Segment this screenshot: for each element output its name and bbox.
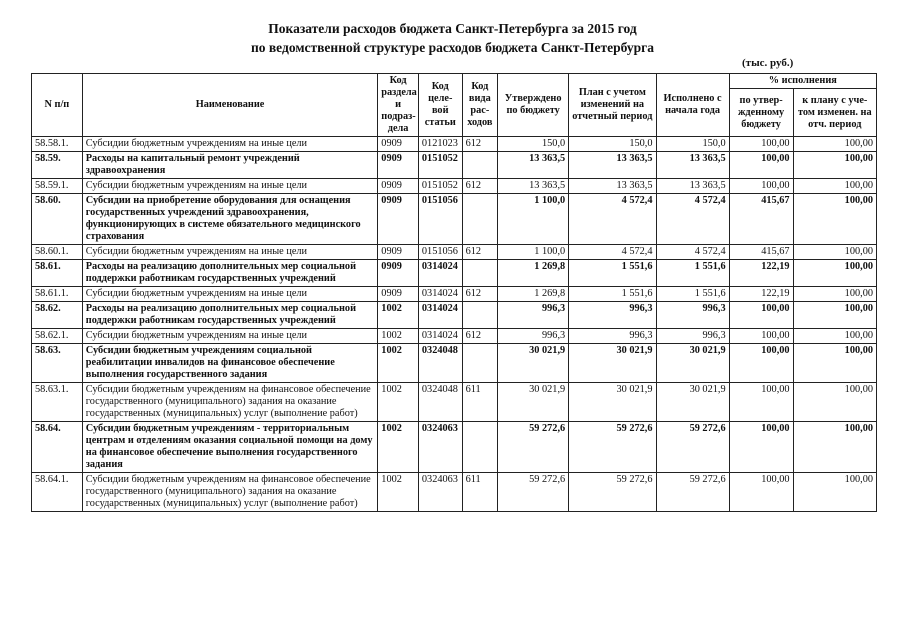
row-approved: 30 021,9 <box>498 383 569 422</box>
row-plan: 996,3 <box>569 302 656 329</box>
row-done: 13 363,5 <box>656 179 729 194</box>
header-num: N п/п <box>32 74 83 137</box>
row-kind-code: 612 <box>462 179 498 194</box>
row-pct-approved: 100,00 <box>729 344 793 383</box>
header-pct-approved: по утвер-жденному бюджету <box>729 89 793 137</box>
row-approved: 13 363,5 <box>498 152 569 179</box>
row-plan: 13 363,5 <box>569 179 656 194</box>
header-target: Код целе-вой статьи <box>418 74 462 137</box>
row-plan: 30 021,9 <box>569 383 656 422</box>
row-target-code: 0151056 <box>418 245 462 260</box>
row-kind-code <box>462 260 498 287</box>
row-section-code: 0909 <box>378 245 419 260</box>
row-approved: 1 100,0 <box>498 194 569 245</box>
table-row <box>32 344 877 383</box>
row-kind-code <box>462 344 498 383</box>
header-pct-plan: к плану с уче-том изменен. на отч. период <box>793 89 876 137</box>
row-approved: 1 269,8 <box>498 260 569 287</box>
header-section: Код раздела и подраз-дела <box>378 74 419 137</box>
budget-table <box>31 73 877 512</box>
row-kind-code <box>462 302 498 329</box>
row-done: 59 272,6 <box>656 473 729 512</box>
row-done: 1 551,6 <box>656 260 729 287</box>
row-number: 58.64. <box>32 422 83 473</box>
row-pct-plan: 100,00 <box>793 302 876 329</box>
row-pct-approved: 100,00 <box>729 473 793 512</box>
header-plan: План с учетом изменений на отчетный период <box>569 74 656 137</box>
row-name: Расходы на реализацию дополнительных мер социальной поддержки работникам государственных учреждений <box>82 302 378 329</box>
table-row <box>32 422 877 473</box>
row-pct-approved: 100,00 <box>729 422 793 473</box>
row-plan: 4 572,4 <box>569 194 656 245</box>
row-target-code: 0314024 <box>418 260 462 287</box>
row-approved: 59 272,6 <box>498 422 569 473</box>
row-approved: 1 269,8 <box>498 287 569 302</box>
row-name: Субсидии бюджетным учреждениям на иные цели <box>82 137 378 152</box>
units-label: (тыс. руб.) <box>742 57 794 69</box>
header-name: Наименование <box>82 74 378 137</box>
row-pct-plan: 100,00 <box>793 329 876 344</box>
header-done: Исполнено с начала года <box>656 74 729 137</box>
row-pct-approved: 100,00 <box>729 383 793 422</box>
row-name: Субсидии бюджетным учреждениям на финансовое обеспечение государственного (муниципального) задания на оказание государственных (муниципальных) услуг (выполнение работ) <box>82 383 378 422</box>
row-pct-plan: 100,00 <box>793 194 876 245</box>
row-section-code: 0909 <box>378 137 419 152</box>
row-kind-code: 611 <box>462 473 498 512</box>
row-number: 58.61. <box>32 260 83 287</box>
row-pct-approved: 415,67 <box>729 194 793 245</box>
row-pct-approved: 100,00 <box>729 179 793 194</box>
row-section-code: 1002 <box>378 302 419 329</box>
row-section-code: 1002 <box>378 422 419 473</box>
row-approved: 59 272,6 <box>498 473 569 512</box>
row-plan: 59 272,6 <box>569 473 656 512</box>
row-done: 30 021,9 <box>656 344 729 383</box>
row-pct-plan: 100,00 <box>793 179 876 194</box>
table-row <box>32 260 877 287</box>
row-target-code: 0151052 <box>418 179 462 194</box>
table-row <box>32 152 877 179</box>
row-plan: 4 572,4 <box>569 245 656 260</box>
row-target-code: 0324048 <box>418 344 462 383</box>
row-section-code: 1002 <box>378 344 419 383</box>
row-target-code: 0314024 <box>418 302 462 329</box>
row-approved: 150,0 <box>498 137 569 152</box>
row-plan: 30 021,9 <box>569 344 656 383</box>
row-number: 58.60.1. <box>32 245 83 260</box>
row-section-code: 0909 <box>378 194 419 245</box>
table-row <box>32 137 877 152</box>
row-approved: 996,3 <box>498 302 569 329</box>
row-pct-plan: 100,00 <box>793 422 876 473</box>
row-kind-code: 612 <box>462 137 498 152</box>
row-done: 996,3 <box>656 302 729 329</box>
row-target-code: 0324063 <box>418 422 462 473</box>
row-number: 58.63.1. <box>32 383 83 422</box>
row-pct-plan: 100,00 <box>793 473 876 512</box>
row-number: 58.59. <box>32 152 83 179</box>
row-number: 58.62. <box>32 302 83 329</box>
row-pct-plan: 100,00 <box>793 137 876 152</box>
row-target-code: 0314024 <box>418 287 462 302</box>
table-row <box>32 245 877 260</box>
row-target-code: 0314024 <box>418 329 462 344</box>
row-kind-code <box>462 194 498 245</box>
row-number: 58.60. <box>32 194 83 245</box>
row-pct-plan: 100,00 <box>793 152 876 179</box>
row-kind-code: 612 <box>462 287 498 302</box>
table-row <box>32 194 877 245</box>
row-name: Расходы на капитальный ремонт учреждений здравоохранения <box>82 152 378 179</box>
row-section-code: 0909 <box>378 152 419 179</box>
table-row <box>32 287 877 302</box>
row-name: Субсидии бюджетным учреждениям на иные цели <box>82 329 378 344</box>
row-done: 1 551,6 <box>656 287 729 302</box>
row-pct-approved: 100,00 <box>729 329 793 344</box>
row-name: Субсидии бюджетным учреждениям на иные цели <box>82 245 378 260</box>
row-number: 58.59.1. <box>32 179 83 194</box>
row-number: 58.64.1. <box>32 473 83 512</box>
row-name: Субсидии бюджетным учреждениям на иные цели <box>82 287 378 302</box>
row-pct-approved: 100,00 <box>729 302 793 329</box>
row-approved: 30 021,9 <box>498 344 569 383</box>
row-pct-plan: 100,00 <box>793 260 876 287</box>
row-number: 58.62.1. <box>32 329 83 344</box>
row-pct-approved: 100,00 <box>729 137 793 152</box>
table-row <box>32 179 877 194</box>
row-section-code: 1002 <box>378 383 419 422</box>
row-name: Субсидии бюджетным учреждениям на финансовое обеспечение государственного (муниципального) задания на оказание государственных (муниципальных) услуг (выполнение работ) <box>82 473 378 512</box>
row-done: 996,3 <box>656 329 729 344</box>
row-plan: 59 272,6 <box>569 422 656 473</box>
row-plan: 13 363,5 <box>569 152 656 179</box>
row-kind-code: 611 <box>462 383 498 422</box>
row-target-code: 0151052 <box>418 152 462 179</box>
row-kind-code: 612 <box>462 329 498 344</box>
row-number: 58.61.1. <box>32 287 83 302</box>
row-pct-approved: 415,67 <box>729 245 793 260</box>
row-target-code: 0121023 <box>418 137 462 152</box>
header-pct-group: % исполнения <box>729 74 876 89</box>
document-title-line2: по ведомственной структуре расходов бюджета Санкт-Петербурга <box>250 40 655 55</box>
row-name: Расходы на реализацию дополнительных мер социальной поддержки работникам государственных учреждений <box>82 260 378 287</box>
document-title-line1: Показатели расходов бюджета Санкт-Петербурга за 2015 год <box>268 21 637 36</box>
row-plan: 1 551,6 <box>569 287 656 302</box>
row-approved: 1 100,0 <box>498 245 569 260</box>
row-done: 4 572,4 <box>656 194 729 245</box>
row-kind-code <box>462 152 498 179</box>
row-section-code: 0909 <box>378 260 419 287</box>
row-done: 30 021,9 <box>656 383 729 422</box>
header-approved: Утверждено по бюджету <box>498 74 569 137</box>
row-pct-approved: 122,19 <box>729 287 793 302</box>
row-name: Субсидии бюджетным учреждениям социальной реабилитации инвалидов на финансовое обеспечение выполнения государственного задания <box>82 344 378 383</box>
table-row <box>32 329 877 344</box>
row-target-code: 0151056 <box>418 194 462 245</box>
header-kind: Код вида рас-ходов <box>462 74 498 137</box>
row-pct-approved: 122,19 <box>729 260 793 287</box>
row-kind-code <box>462 422 498 473</box>
row-section-code: 0909 <box>378 287 419 302</box>
row-name: Субсидии бюджетным учреждениям на иные цели <box>82 179 378 194</box>
row-done: 150,0 <box>656 137 729 152</box>
row-target-code: 0324048 <box>418 383 462 422</box>
row-approved: 996,3 <box>498 329 569 344</box>
row-approved: 13 363,5 <box>498 179 569 194</box>
row-section-code: 1002 <box>378 473 419 512</box>
row-plan: 996,3 <box>569 329 656 344</box>
table-row <box>32 302 877 329</box>
row-pct-plan: 100,00 <box>793 383 876 422</box>
row-pct-plan: 100,00 <box>793 344 876 383</box>
row-plan: 150,0 <box>569 137 656 152</box>
table-row <box>32 473 877 512</box>
row-pct-approved: 100,00 <box>729 152 793 179</box>
row-section-code: 1002 <box>378 329 419 344</box>
row-name: Субсидии на приобретение оборудования для оснащения государственных учреждений здравоохранения, функционирующих в системе обязательного медицинского страхования <box>82 194 378 245</box>
row-done: 13 363,5 <box>656 152 729 179</box>
row-number: 58.58.1. <box>32 137 83 152</box>
row-section-code: 0909 <box>378 179 419 194</box>
row-target-code: 0324063 <box>418 473 462 512</box>
row-pct-plan: 100,00 <box>793 287 876 302</box>
row-number: 58.63. <box>32 344 83 383</box>
row-done: 4 572,4 <box>656 245 729 260</box>
row-pct-plan: 100,00 <box>793 245 876 260</box>
table-row <box>32 383 877 422</box>
row-plan: 1 551,6 <box>569 260 656 287</box>
row-name: Субсидии бюджетным учреждениям - территориальным центрам и отделениям оказания социальной помощи на дому на финансовое обеспечение выполнения государственного задания <box>82 422 378 473</box>
row-done: 59 272,6 <box>656 422 729 473</box>
row-kind-code: 612 <box>462 245 498 260</box>
